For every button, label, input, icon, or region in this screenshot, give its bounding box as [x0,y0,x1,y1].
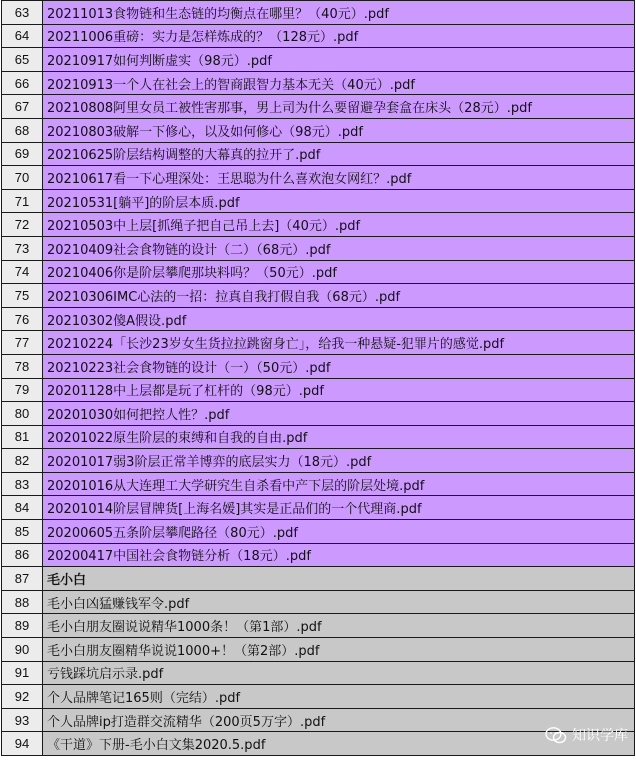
table-row [2,472,635,496]
filename-cell[interactable]: 20200417中国社会食物链分析（18元）.pdf [43,543,635,567]
table-row [2,354,635,378]
table-row [2,71,635,95]
row-number-cell[interactable]: 78 [2,354,43,378]
table-row [2,95,635,119]
table-row [2,449,635,473]
table-row [2,118,635,142]
row-number-cell[interactable]: 94 [2,732,43,756]
filename-cell[interactable]: 毛小白凶猛赚钱军令.pdf [43,590,635,614]
table-row [2,685,635,709]
filename-cell[interactable]: 20210531[躺平]的阶层本质.pdf [43,189,635,213]
table-row [2,166,635,190]
table-row [2,425,635,449]
row-number-cell[interactable]: 92 [2,685,43,709]
table-row [2,638,635,662]
filename-cell[interactable]: 20201016从大连理工大学研究生自杀看中产下层的阶层处境.pdf [43,472,635,496]
row-number-cell[interactable]: 89 [2,614,43,638]
filename-cell[interactable]: 《干道》下册-毛小白文集2020.5.pdf [43,732,635,756]
row-number-cell[interactable]: 91 [2,661,43,685]
row-number-cell[interactable]: 75 [2,284,43,308]
row-number-cell[interactable]: 73 [2,236,43,260]
table-row [2,236,635,260]
row-number-cell[interactable]: 86 [2,543,43,567]
table-row [2,520,635,544]
filename-cell[interactable]: 毛小白朋友圈说说精华1000条！（第1部）.pdf [43,614,635,638]
filename-cell[interactable]: 20211013食物链和生态链的均衡点在哪里？（40元）.pdf [43,1,635,25]
row-number-cell[interactable]: 70 [2,166,43,190]
filename-cell[interactable]: 个人品牌ip打造群交流精华（200页5万字）.pdf [43,708,635,732]
row-number-cell[interactable]: 85 [2,520,43,544]
row-number-cell[interactable]: 84 [2,496,43,520]
filename-cell[interactable]: 毛小白朋友圈精华说说1000+！（第2部）.pdf [43,638,635,662]
table-row [2,661,635,685]
table-row [2,590,635,614]
row-number-cell[interactable]: 88 [2,590,43,614]
row-number-cell[interactable]: 82 [2,449,43,473]
filename-cell[interactable]: 20210409社会食物链的设计（二）（68元）.pdf [43,236,635,260]
watermark-text: 知识学库 [572,728,628,744]
table-row [2,614,635,638]
filename-cell[interactable]: 20210306IMC心法的一招：拉真自我打假自我（68元）.pdf [43,284,635,308]
file-list-table [1,0,635,756]
row-number-cell[interactable]: 74 [2,260,43,284]
row-number-cell[interactable]: 83 [2,472,43,496]
file-list-body [2,1,635,756]
row-number-cell[interactable]: 65 [2,48,43,72]
row-number-cell[interactable]: 76 [2,307,43,331]
filename-cell[interactable]: 20210223社会食物链的设计（一）（50元）.pdf [43,354,635,378]
filename-cell[interactable]: 20210406你是阶层攀爬那块料吗？（50元）.pdf [43,260,635,284]
row-number-cell[interactable]: 87 [2,567,43,591]
table-row [2,142,635,166]
filename-cell[interactable]: 20210803破解一下修心，以及如何修心（98元）.pdf [43,118,635,142]
row-number-cell[interactable]: 68 [2,118,43,142]
row-number-cell[interactable]: 90 [2,638,43,662]
table-row [2,378,635,402]
table-row [2,24,635,48]
table-row [2,543,635,567]
section-title-cell[interactable]: 毛小白 [43,567,635,591]
row-number-cell[interactable]: 64 [2,24,43,48]
filename-cell[interactable]: 20210913一个人在社会上的智商跟智力基本无关（40元）.pdf [43,71,635,95]
table-row [2,284,635,308]
row-number-cell[interactable]: 80 [2,402,43,426]
row-number-cell[interactable]: 77 [2,331,43,355]
filename-cell[interactable]: 20210808阿里女员工被性害那事，男上司为什么要留避孕套盒在床头（28元）.pdf [43,95,635,119]
row-number-cell[interactable]: 79 [2,378,43,402]
filename-cell[interactable]: 20201022原生阶层的束缚和自我的自由.pdf [43,425,635,449]
wechat-icon [545,726,567,745]
table-row [2,260,635,284]
filename-cell[interactable]: 20200605五条阶层攀爬路径（80元）.pdf [43,520,635,544]
row-number-cell[interactable]: 71 [2,189,43,213]
row-number-cell[interactable]: 63 [2,1,43,25]
table-row [2,732,635,756]
table-row [2,307,635,331]
filename-cell[interactable]: 20211006重磅：实力是怎样炼成的？（128元）.pdf [43,24,635,48]
row-number-cell[interactable]: 93 [2,708,43,732]
filename-cell[interactable]: 亏钱踩坑启示录.pdf [43,661,635,685]
filename-cell[interactable]: 20201014阶层冒牌货[上海名媛]其实是正品们的一个代理商.pdf [43,496,635,520]
row-number-cell[interactable]: 81 [2,425,43,449]
filename-cell[interactable]: 20210503中上层[抓绳子把自己吊上去]（40元）.pdf [43,213,635,237]
filename-cell[interactable]: 20210302傻A假设.pdf [43,307,635,331]
filename-cell[interactable]: 个人品牌笔记165则（完结）.pdf [43,685,635,709]
table-row [2,48,635,72]
row-number-cell[interactable]: 66 [2,71,43,95]
row-number-cell[interactable]: 67 [2,95,43,119]
table-row [2,708,635,732]
section-header-row [2,567,635,591]
table-row [2,189,635,213]
filename-cell[interactable]: 20201017弱3阶层正常羊博弈的底层实力（18元）.pdf [43,449,635,473]
filename-cell[interactable]: 20201128中上层都是玩了杠杆的（98元）.pdf [43,378,635,402]
row-number-cell[interactable]: 69 [2,142,43,166]
table-row [2,213,635,237]
watermark [545,725,628,745]
filename-cell[interactable]: 20210917如何判断虚实（98元）.pdf [43,48,635,72]
table-row [2,402,635,426]
filename-cell[interactable]: 20210617看一下心理深处：王思聪为什么喜欢泡女网红？.pdf [43,166,635,190]
table-row [2,331,635,355]
table-row [2,1,635,25]
filename-cell[interactable]: 20201030如何把控人性？.pdf [43,402,635,426]
table-row [2,496,635,520]
row-number-cell[interactable]: 72 [2,213,43,237]
filename-cell[interactable]: 20210224「长沙23岁女生货拉拉跳窗身亡」，给我一种悬疑-犯罪片的感觉.pdf [43,331,635,355]
filename-cell[interactable]: 20210625阶层结构调整的大幕真的拉开了.pdf [43,142,635,166]
